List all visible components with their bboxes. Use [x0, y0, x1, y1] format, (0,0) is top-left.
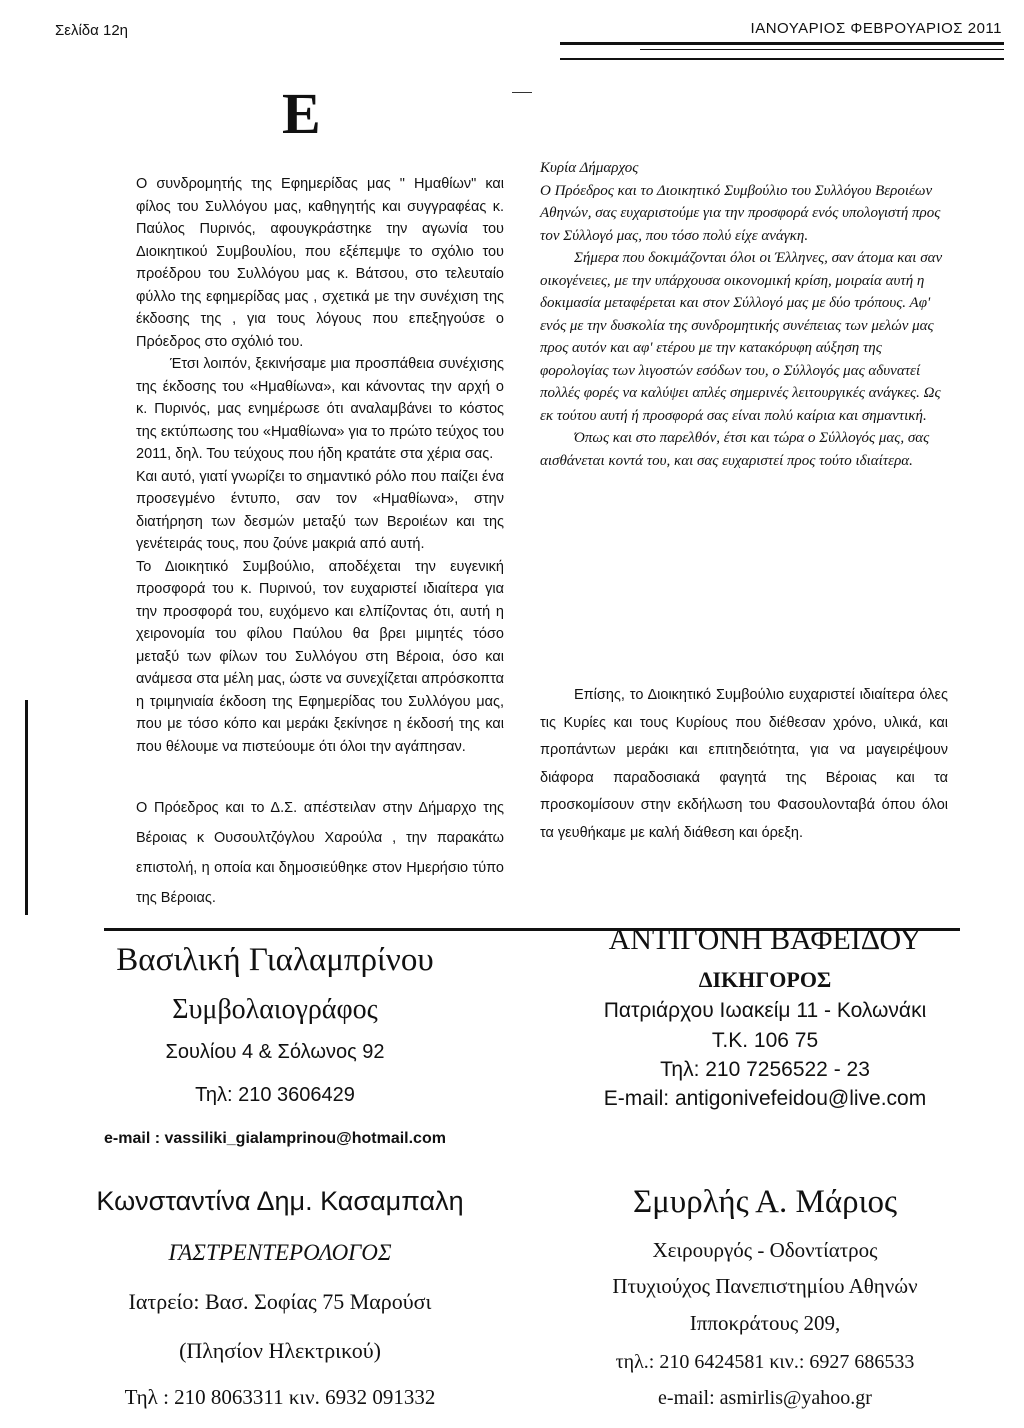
ad-doctor [60, 1173, 500, 1419]
right-letter [540, 157, 948, 472]
thanks-paragraph: Επίσης, το Διοικητικό Συμβούλιο ευχαριστεί ιδιαίτερα όλες τις Κυρίες και τους Κυρίους που διέθεσαν χρόνο, υλικά, και προπάντων μεράκι και επιτηδειότητα, για να μαγειρέψουν διάφορα παραδοσιακά φαγητά της Βέροιας και τα προσκομίσουν στην εκδήλωση του Φασουλονταβά όπου όλοι τα γευθήκαμε με καλή διάθεση και όρεξη. [540, 687, 948, 841]
issue-date: ΙΑΝΟΥΑΡΙΟΣ ΦΕΒΡΟΥΑΡΙΟΣ 2011 [750, 20, 1002, 37]
page-number: Σελίδα 12η [55, 22, 129, 39]
letter-salutation: Κυρία Δήμαρχος [540, 160, 639, 176]
ad-dentist [555, 1173, 975, 1415]
ad-phone: Τηλ: 210 7256522 - 23 [660, 1058, 870, 1081]
ad-name: Κωνσταντίνα Δημ. Κασαμπαλη [96, 1186, 464, 1216]
letter-paragraph: Σήμερα που δοκιμάζονται όλοι οι Έλληνες, σαν άτομα και σαν οικογένειες, με την υπάρχουσα οικονομική κρίση, μοιραία αυτή η δοκιμασία μεταφέρεται και στον Σύλλογό μας με δύο τρόπους. Αφ' ενός με την δυσκολία της συνδρομητικής συνέπειας των μελών μας προς αυτόν και αφ' ετέρου με την κατακόρυφη αύξηση της φορολογίας των λιγοστών εσόδων του, ο Σύλλογός μας αδυνατεί πολλές φορές να καλύψει απλές σημερινές λειτουργικές ανάγκες. Ως εκ τούτου αυτή ή προσφορά σας είναι πολύ καίρια και σημαντική. [540, 250, 943, 424]
ad-name: Βασιλική Γιαλαμπρίνου [116, 942, 434, 978]
header-rule [560, 58, 1004, 60]
margin-bar [25, 700, 28, 915]
ad-profession: Συμβολαιογράφος [172, 994, 378, 1025]
ad-email: e-mail : vassiliki_gialamprinou@hotmail.com [104, 1130, 446, 1147]
ad-address: Ιπποκράτους 209, [689, 1311, 841, 1335]
ad-phone: τηλ.: 210 6424581 κιν.: 6927 686533 [615, 1351, 915, 1373]
ad-phone: Τηλ: 210 3606429 [195, 1084, 355, 1106]
ad-address: Πατριάρχου Ιωακείμ 11 - Κολωνάκι [603, 999, 927, 1022]
ad-name: Σμυρλής Α. Μάριος [632, 1184, 898, 1220]
initial-letter: Ε [282, 81, 321, 146]
article-paragraph: Ο συνδρομητής της Εφημερίδας μας " Ημαθίων" και φίλος του Συλλόγου μας, καθηγητής και συγγραφέας κ. Παύλος Πυρινός, αφουγκράστηκε την αγωνία του Διοικητικού Συμβουλίου, που εξέπεμψε το σχόλιο του προέδρου του Συλλόγου μας κ. Βάτσου, στο τελευταίο φύλλο της εφημερίδας μας , σχετικά με την συνέχιση της έκδοσης της , για τους λόγους που επεξηγούσε ο Πρόεδρος στο σχόλιό του. [136, 176, 504, 350]
divider [512, 92, 532, 93]
article-paragraph: Έτσι λοιπόν, ξεκινήσαμε μια προσπάθεια συνέχισης της έκδοσης του «Ημαθίωνα», και κάνοντας την αρχή ο κ. Πυρινός, μας ενημέρωσε ότι αναλαμβάνει το κόστος της εκτύπωσης του «Ημαθίωνα» για το πρώτο τεύχος του 2011, δηλ. Του τεύχους που ήδη κρατάτε στα χέρια σας. [136, 356, 504, 462]
ad-address: Σουλίου 4 & Σόλωνος 92 [165, 1041, 385, 1063]
ad-notary [60, 932, 490, 1160]
article-paragraph: Το Διοικητικό Συμβούλιο, αποδέχεται την ευγενική προσφορά του κ. Πυρινού, τον ευχαριστεί ιδιαίτερα για την προσφορά του, ευχόμενο και ελπίζοντας ότι, αυτή η χειρονομία του φίλου Παύλου θα βρει μιμητές τόσο μεταξύ των φίλων του Συλλόγου στη Βέροια, όσο και ανάμεσα στα μέλη μας, ώστε να συνεχίζεται απρόσκοπτα η τριμηνιαία έκδοση της Εφημερίδας του Συλλόγου μας, που με τόσο κόπο και μεράκι ξεκίνησε η έκδοσή της και που θέλουμε να πιστεύουμε ότι όλοι την αγάπησαν. [136, 558, 504, 755]
letter-paragraph: Ο Πρόεδρος και το Διοικητικό Συμβούλιο του Συλλόγου Βεροιέων Αθηνών, σας ευχαριστούμε για την προσφορά ενός υπολογιστή προς τον Σύλλογό μας, που τόσο πολύ είχε ανάγκη. [540, 182, 941, 244]
ad-phone: Τηλ : 210 8063311 κιν. 6932 091332 [124, 1385, 436, 1409]
header-rule [640, 49, 1004, 50]
ad-address-note: (Πλησίον Ηλεκτρικού) [179, 1338, 381, 1363]
left-closing [136, 793, 504, 913]
ad-postcode: Τ.Κ. 106 75 [711, 1029, 819, 1052]
letter-paragraph: Όπως και στο παρελθόν, έτσι και τώρα ο Σύλλογός μας, σας αισθάνεται κοντά του, και σας ευχαριστεί προς τούτο ιδιαίτερα. [540, 430, 930, 469]
ad-profession: Χειρουργός - Οδοντίατρος [652, 1238, 878, 1262]
article-paragraph: Και αυτό, γιατί γνωρίζει το σημαντικό ρόλο που παίζει ένα προσεγμένο έντυπο, σαν τον «Ημαθίωνα», στην διατήρηση των δεσμών μεταξύ των Βεροιέων και της γενέτειράς τους, που ζούνε μακριά από αυτή. [136, 468, 504, 552]
ad-address: Ιατρείο: Βασ. Σοφίας 75 Μαρούσι [128, 1289, 432, 1314]
ad-qualification: Πτυχιούχος Πανεπιστημίου Αθηνών [612, 1274, 918, 1298]
ad-email: e-mail: asmirlis@yahoo.gr [658, 1387, 872, 1409]
ad-profession: ΔΙΚΗΓΟΡΟΣ [698, 967, 832, 992]
header-rule [560, 42, 1004, 45]
ad-profession: ΓΑΣΤΡΕΝΤΕΡΟΛΟΓΟΣ [168, 1240, 392, 1265]
left-article [136, 173, 504, 758]
ad-name: ΑΝΤΙΓΟΝΗ ΒΑΦΕΙΔΟΥ [608, 923, 922, 956]
ad-email: E-mail: antigonivefeidou@live.com [603, 1087, 927, 1110]
right-thanks [540, 682, 948, 847]
ad-lawyer [555, 915, 975, 1113]
closing-paragraph: Ο Πρόεδρος και το Δ.Σ. απέστειλαν στην Δήμαρχο της Βέροιας κ Ουσουλτζόγλου Χαρούλα , την παρακάτω επιστολή, η οποία και δημοσιεύθηκε στον Ημερήσιο τύπο της Βέροιας. [136, 800, 504, 906]
